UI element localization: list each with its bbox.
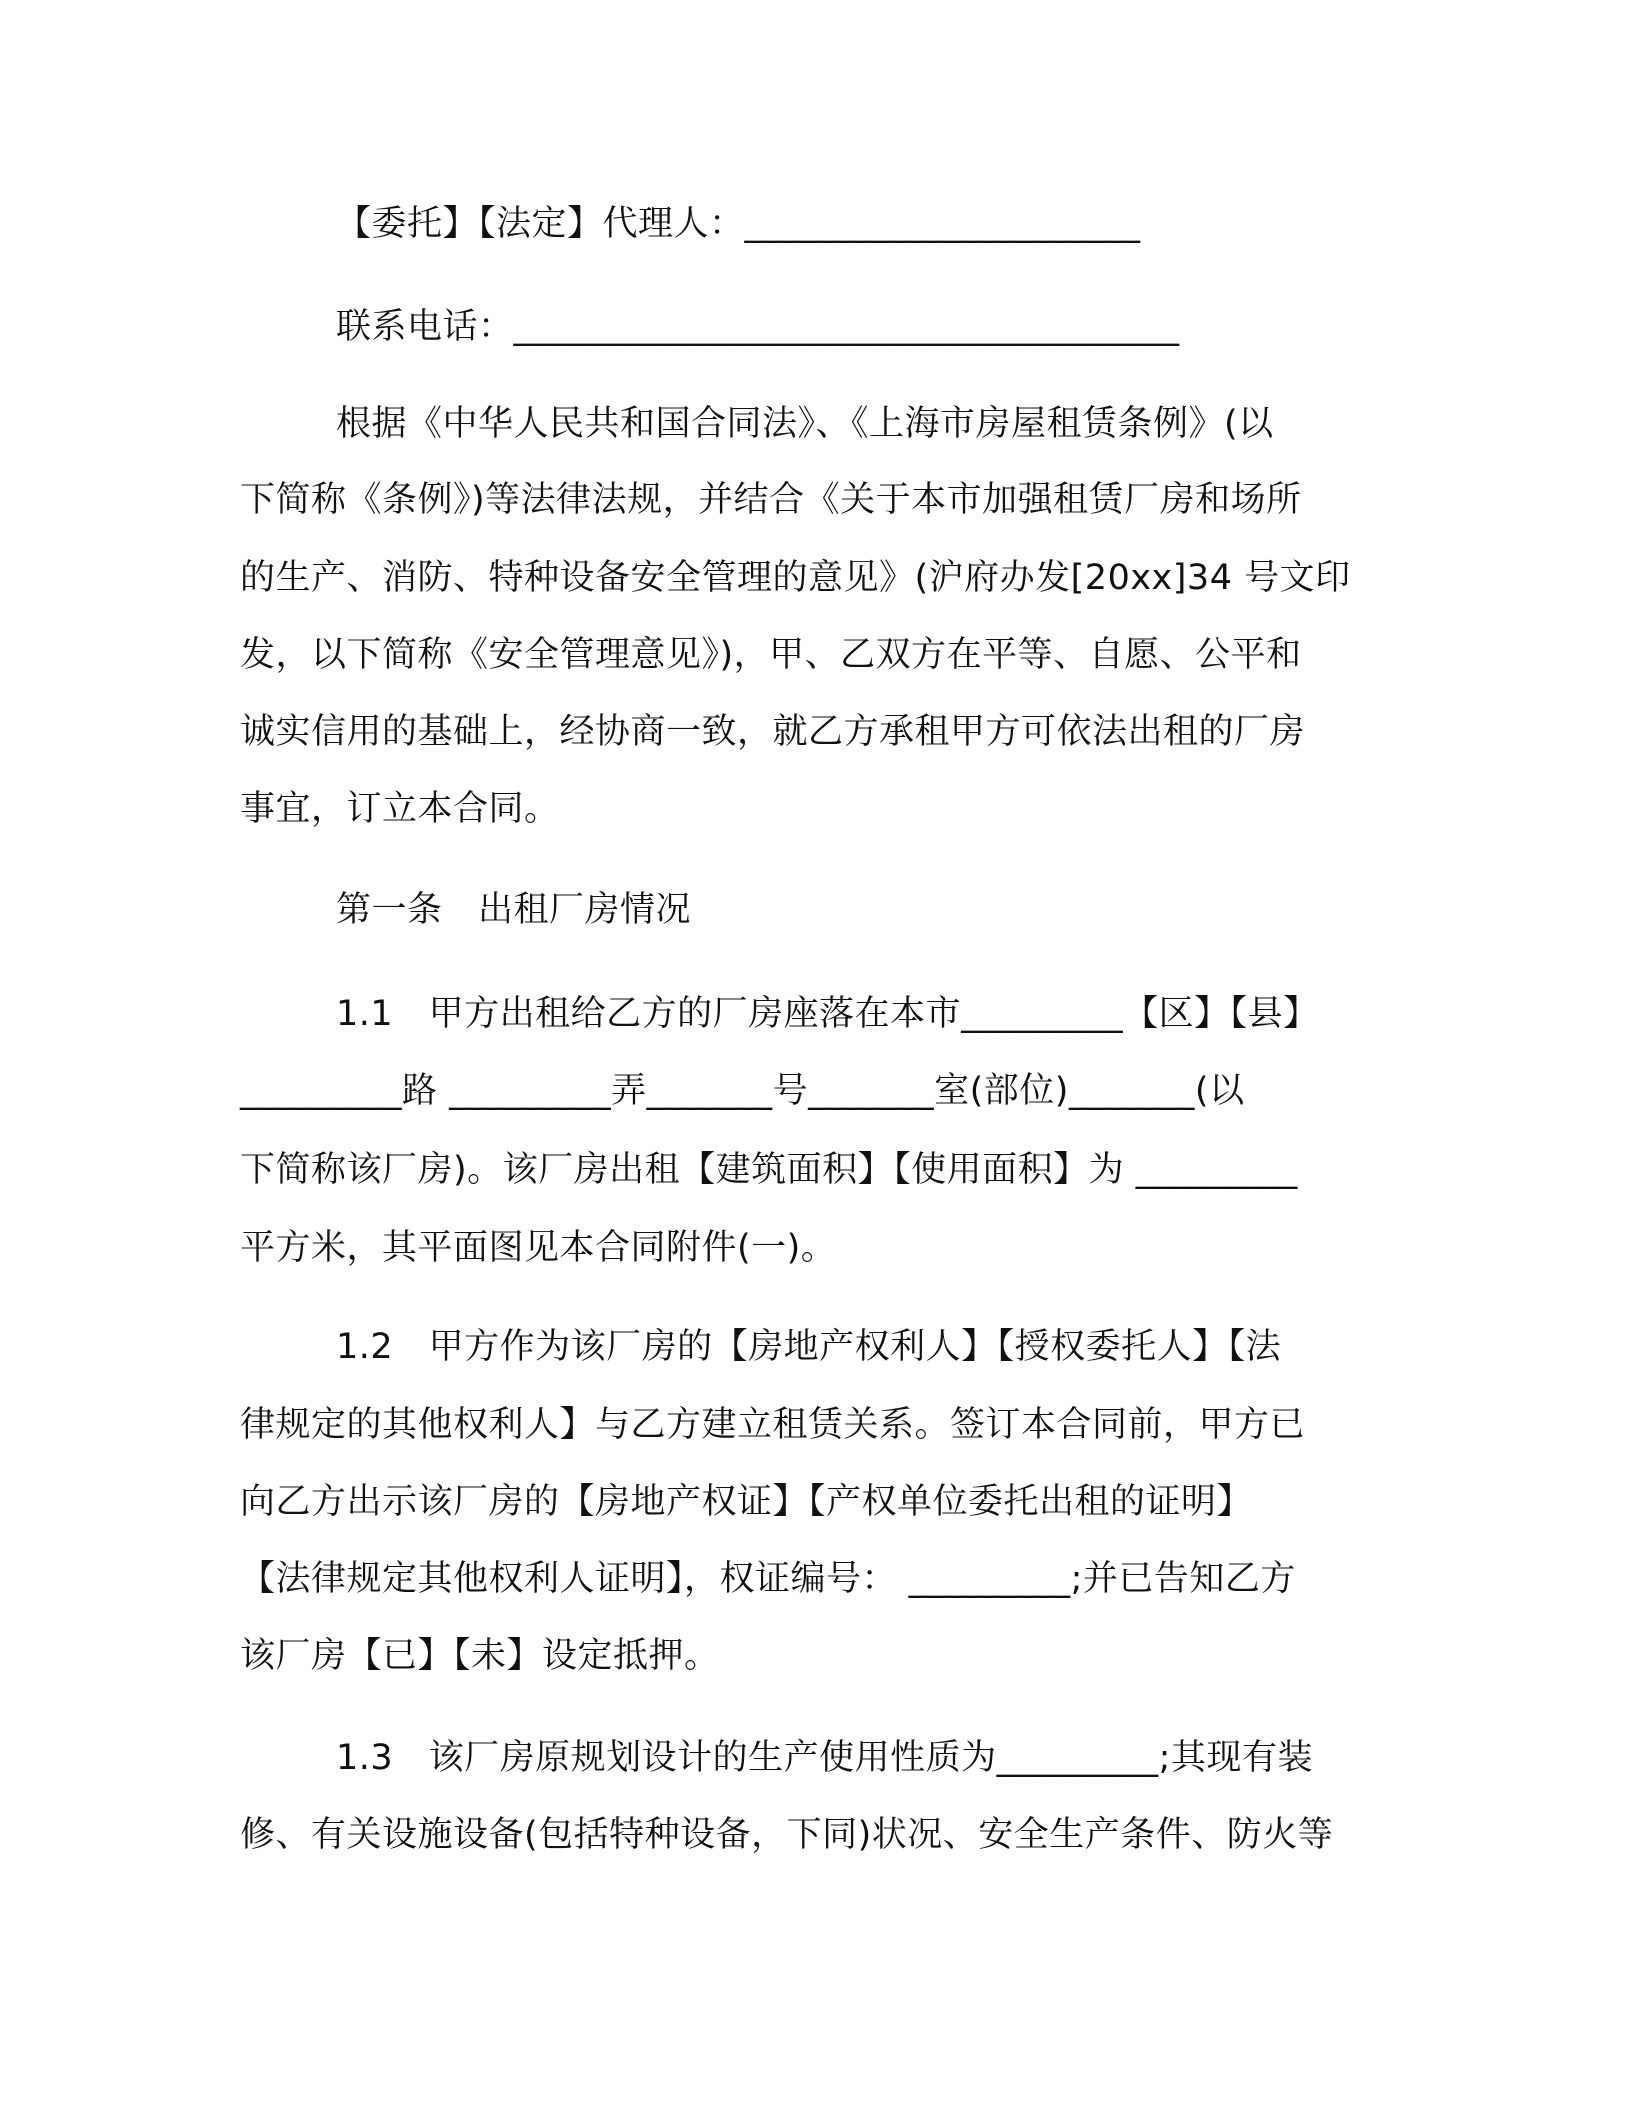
phone-line: 联系电话：_____________________________________ (336, 307, 1180, 347)
clause-1-2-line-4: 【法律规定其他权利人证明】，权证编号： _________;并已告知乙方 (240, 1559, 1296, 1599)
clause-1-2-line-5: 该厂房【已】【未】设定抵押。 (240, 1636, 720, 1676)
clause-1-1-line-2: _________路 _________弄_______号_______室(部位)_______(以 (240, 1071, 1245, 1111)
clause-1-2-line-3: 向乙方出示该厂房的【房地产权证】【产权单位委托出租的证明】 (240, 1482, 1253, 1522)
preamble-line-2: 下简称《条例》)等法律法规，并结合《关于本市加强租赁厂房和场所 (240, 480, 1302, 520)
clause-1-1-line-4: 平方米，其平面图见本合同附件(一)。 (240, 1228, 837, 1268)
agent-line: 【委托】【法定】代理人：______________________ (336, 204, 1141, 244)
clause-1-3-line-2: 修、有关设施设备(包括特种设备，下同)状况、安全生产条件、防火等 (240, 1815, 1334, 1855)
preamble-line-6: 事宜，订立本合同。 (240, 789, 560, 829)
preamble-line-3: 的生产、消防、特种设备安全管理的意见》(沪府办发[20xx]34 号文印 (240, 558, 1351, 598)
clause-1-2-line-1: 1.2 甲方作为该厂房的【房地产权利人】【授权委托人】【法 (336, 1327, 1282, 1367)
article-1-heading: 第一条 出租厂房情况 (336, 890, 692, 930)
clause-1-1-line-3: 下简称该厂房)。该厂房出租【建筑面积】【使用面积】为 _________ (240, 1150, 1298, 1190)
clause-1-3-line-1: 1.3 该厂房原规划设计的生产使用性质为_________;其现有装 (336, 1738, 1313, 1778)
preamble-line-1: 根据《中华人民共和国合同法》、《上海市房屋租赁条例》(以 (336, 404, 1274, 444)
preamble-line-5: 诚实信用的基础上，经协商一致，就乙方承租甲方可依法出租的厂房 (240, 712, 1306, 752)
clause-1-1-line-1: 1.1 甲方出租给乙方的厂房座落在本市_________【区】【县】 (336, 994, 1319, 1034)
preamble-line-4: 发，以下简称《安全管理意见》)，甲、乙双方在平等、自愿、公平和 (240, 635, 1302, 675)
clause-1-2-line-2: 律规定的其他权利人】与乙方建立租赁关系。签订本合同前，甲方已 (240, 1405, 1306, 1445)
